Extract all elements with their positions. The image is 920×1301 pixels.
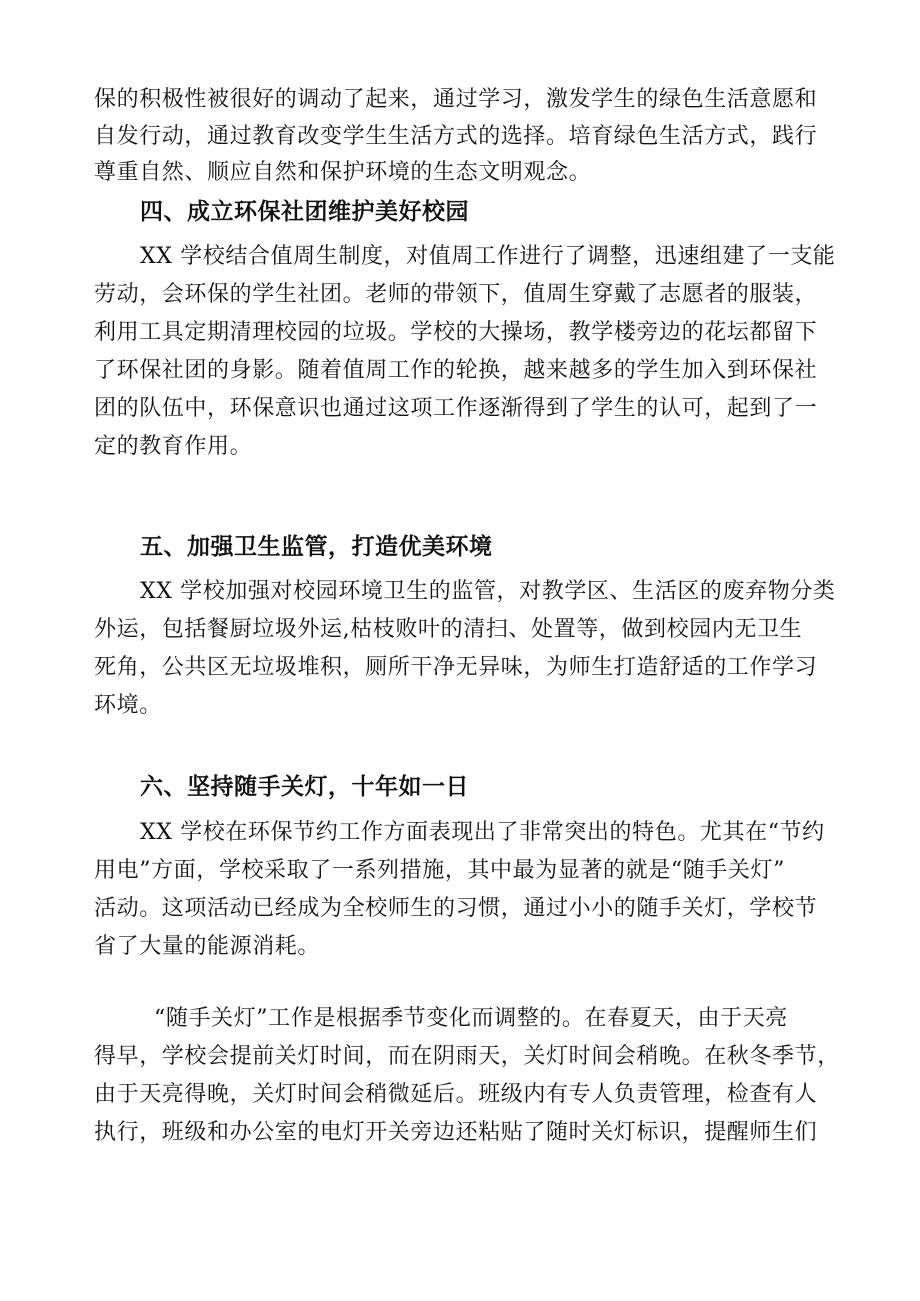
text-line: 保的积极性被很好的调动了起来，通过学习，激发学生的绿色生活意愿和 xyxy=(94,87,818,112)
text-line: 定的教育作用。 xyxy=(94,434,253,459)
text-line: XX 学校加强对校园环境卫生的监管，对教学区、生活区的废弃物分类 xyxy=(140,579,836,604)
text-line: 利用工具定期清理校园的垃圾。学校的大操场，教学楼旁边的花坛都留下 xyxy=(94,320,818,345)
text-line: 活动。这项活动已经成为全校师生的习惯，通过小小的随手关灯，学校节 xyxy=(94,896,818,921)
text-line: 由于天亮得晚，关灯时间会稍微延后。班级内有专人负责管理，检查有人 xyxy=(94,1082,818,1107)
intro-paragraph xyxy=(94,82,834,192)
text-line: 劳动，会环保的学生社团。老师的带领下，值周生穿戴了志愿者的服装， xyxy=(94,282,818,307)
section-6-paragraph xyxy=(94,814,834,966)
text-line: “随手关灯”工作是根据季节变化而调整的。在春夏天，由于天亮 xyxy=(154,1006,788,1031)
text-line: 了环保社团的身影。随着值周工作的轮换，越来越多的学生加入到环保社 xyxy=(94,358,818,383)
text-line: 得早，学校会提前关灯时间，而在阴雨天，关灯时间会稍晚。在秋冬季节， xyxy=(94,1044,840,1069)
text-line: 团的队伍中，环保意识也通过这项工作逐渐得到了学生的认可，起到了一 xyxy=(94,396,818,421)
text-line: 外运，包括餐厨垃圾外运,枯枝败叶的清扫、处置等，做到校园内无卫生 xyxy=(94,617,803,642)
text-line: 用电”方面，学校采取了一系列措施，其中最为显著的就是“随手关灯” xyxy=(94,858,785,883)
section-heading-6: 六、坚持随手关灯，十年如一日 xyxy=(140,774,469,800)
section-4-paragraph xyxy=(94,238,834,466)
section-5-paragraph xyxy=(94,573,834,725)
text-line: XX 学校在环保节约工作方面表现出了非常突出的特色。尤其在“节约 xyxy=(140,820,825,845)
text-line: XX 学校结合值周生制度，对值周工作进行了调整，迅速组建了一支能 xyxy=(140,244,836,269)
text-line: 环境。 xyxy=(94,693,162,718)
section-heading-5: 五、加强卫生监管，打造优美环境 xyxy=(140,534,493,560)
section-6-paragraph-2 xyxy=(94,1000,840,1152)
section-heading-4: 四、成立环保社团维护美好校园 xyxy=(140,199,469,225)
text-line: 尊重自然、顺应自然和保护环境的生态文明观念。 xyxy=(94,160,592,185)
text-line: 自发行动，通过教育改变学生生活方式的选择。培育绿色生活方式，践行 xyxy=(94,123,818,149)
text-line: 死角，公共区无垃圾堆积，厕所干净无异味，为师生打造舒适的工作学习 xyxy=(94,655,818,680)
text-line: 省了大量的能源消耗。 xyxy=(94,934,321,959)
text-line: 执行，班级和办公室的电灯开关旁边还粘贴了随时关灯标识，提醒师生们 xyxy=(94,1120,818,1145)
